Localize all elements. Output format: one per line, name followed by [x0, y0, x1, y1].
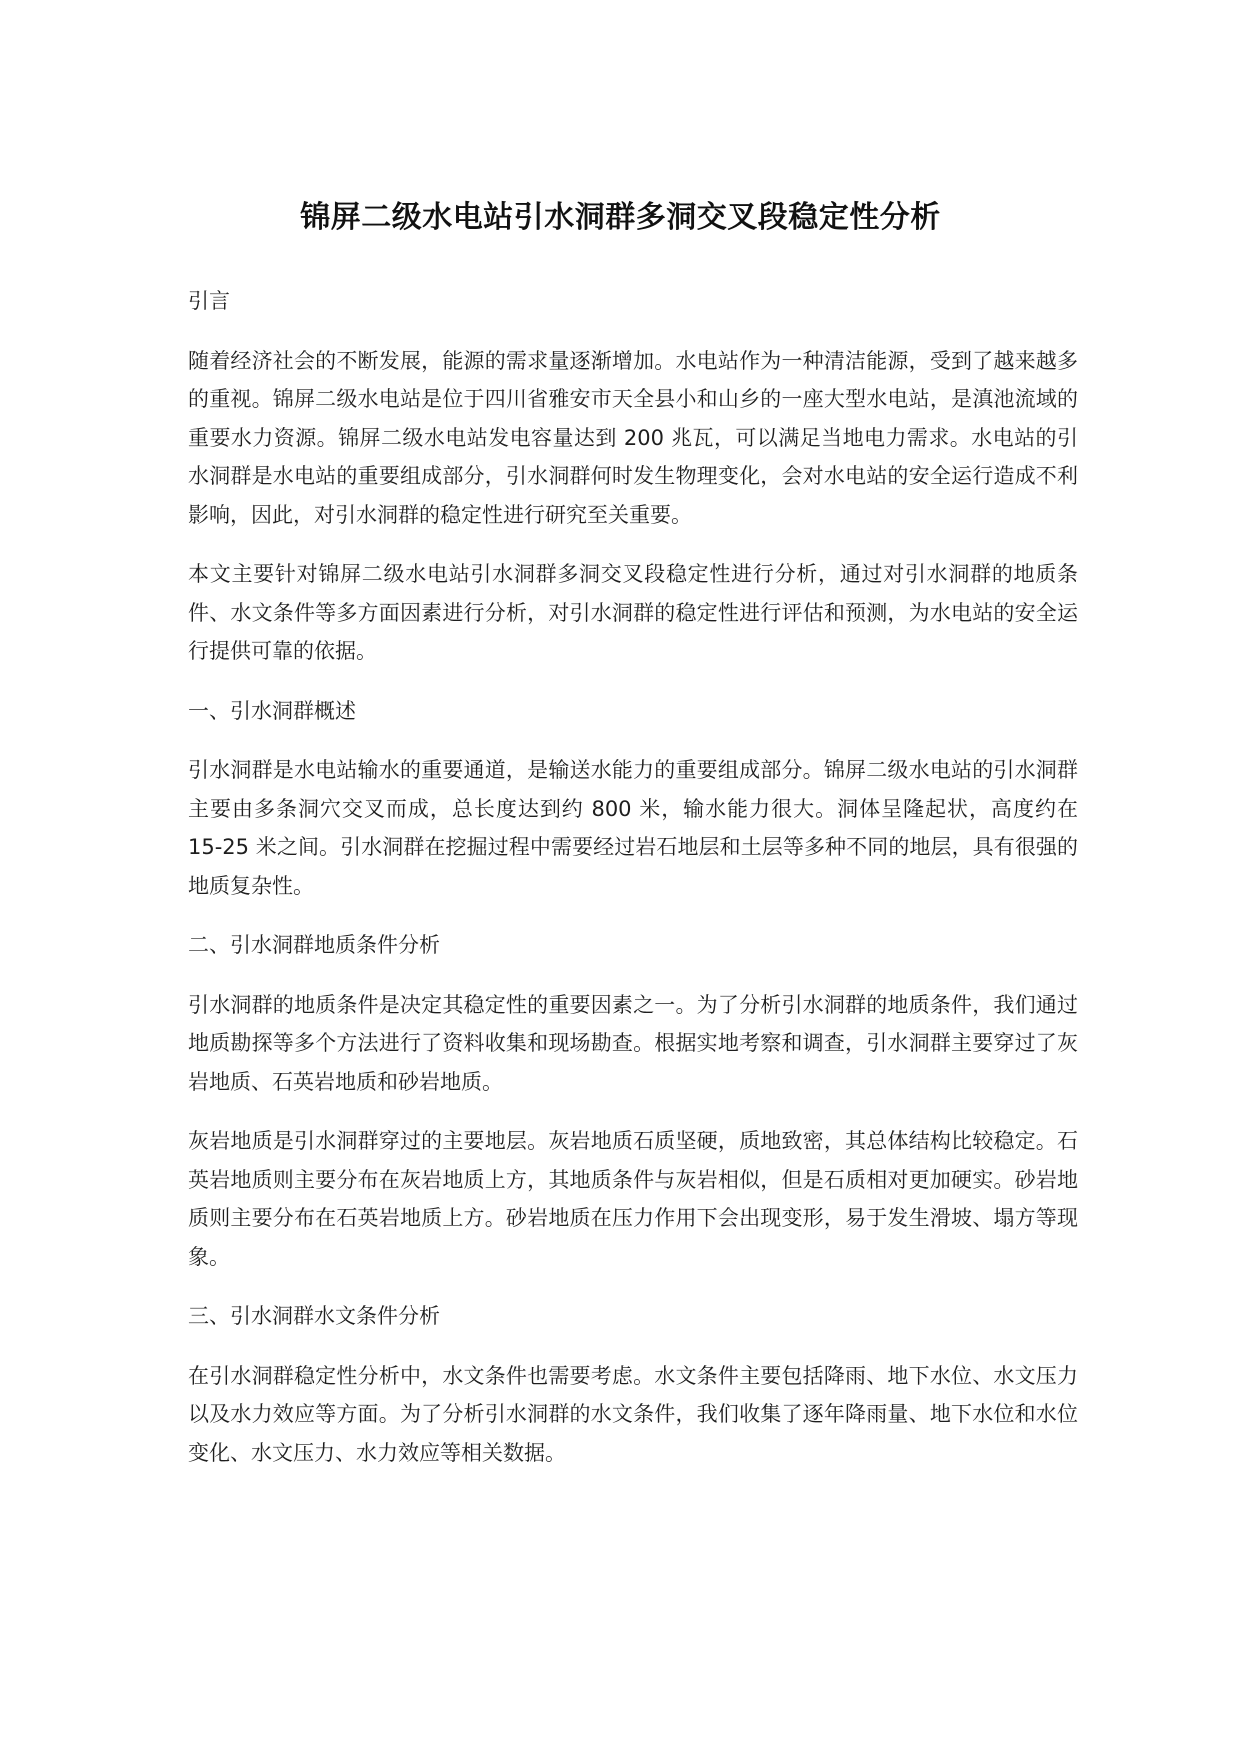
paragraph: 随着经济社会的不断发展，能源的需求量逐渐增加。水电站作为一种清洁能源，受到了越来越多的重视。锦屏二级水电站是位于四川省雅安市天全县小和山乡的一座大型水电站，是滇池流域的重要水力资源。锦屏二级水电站发电容量达到 200 兆瓦，可以满足当地电力需求。水电站的引水洞群是水电站的重要组成部分，引水洞群何时发生物理变化，会对水电站的安全运行造成不利影响，因此，对引水洞群的稳定性进行研究至关重要。	[188, 348, 1078, 527]
document-body	[188, 282, 1078, 1493]
paragraph: 引水洞群是水电站输水的重要通道，是输送水能力的重要组成部分。锦屏二级水电站的引水洞群主要由多条洞穴交叉而成，总长度达到约 800 米，输水能力很大。洞体呈隆起状，高度约在 15-25 米之间。引水洞群在挖掘过程中需要经过岩石地层和土层等多种不同的地层，具有很强的地质复杂性。	[188, 758, 1078, 898]
paragraph: 引水洞群的地质条件是决定其稳定性的重要因素之一。为了分析引水洞群的地质条件，我们通过地质勘探等多个方法进行了资料收集和现场勘查。根据实地考察和调查，引水洞群主要穿过了灰岩地质、石英岩地质和砂岩地质。	[188, 992, 1078, 1094]
document-title: 锦屏二级水电站引水洞群多洞交叉段稳定性分析	[300, 200, 941, 236]
section-heading-hydrology: 三、引水洞群水文条件分析	[188, 1304, 440, 1328]
section-heading-geology: 二、引水洞群地质条件分析	[188, 933, 440, 957]
section-heading-overview: 一、引水洞群概述	[188, 698, 356, 723]
paragraph: 本文主要针对锦屏二级水电站引水洞群多洞交叉段稳定性进行分析，通过对引水洞群的地质条件、水文条件等多方面因素进行分析，对引水洞群的稳定性进行评估和预测，为水电站的安全运行提供可靠的依据。	[188, 562, 1078, 663]
paragraph: 在引水洞群稳定性分析中，水文条件也需要考虑。水文条件主要包括降雨、地下水位、水文压力以及水力效应等方面。为了分析引水洞群的水文条件，我们收集了逐年降雨量、地下水位和水位变化、水文压力、水力效应等相关数据。	[188, 1363, 1078, 1465]
section-heading-intro: 引言	[188, 289, 230, 313]
paragraph: 灰岩地质是引水洞群穿过的主要地层。灰岩地质石质坚硬，质地致密，其总体结构比较稳定。石英岩地质则主要分布在灰岩地质上方，其地质条件与灰岩相似，但是石质相对更加硬实。砂岩地质则主要分布在石英岩地质上方。砂岩地质在压力作用下会出现变形，易于发生滑坡、塌方等现象。	[188, 1129, 1078, 1269]
